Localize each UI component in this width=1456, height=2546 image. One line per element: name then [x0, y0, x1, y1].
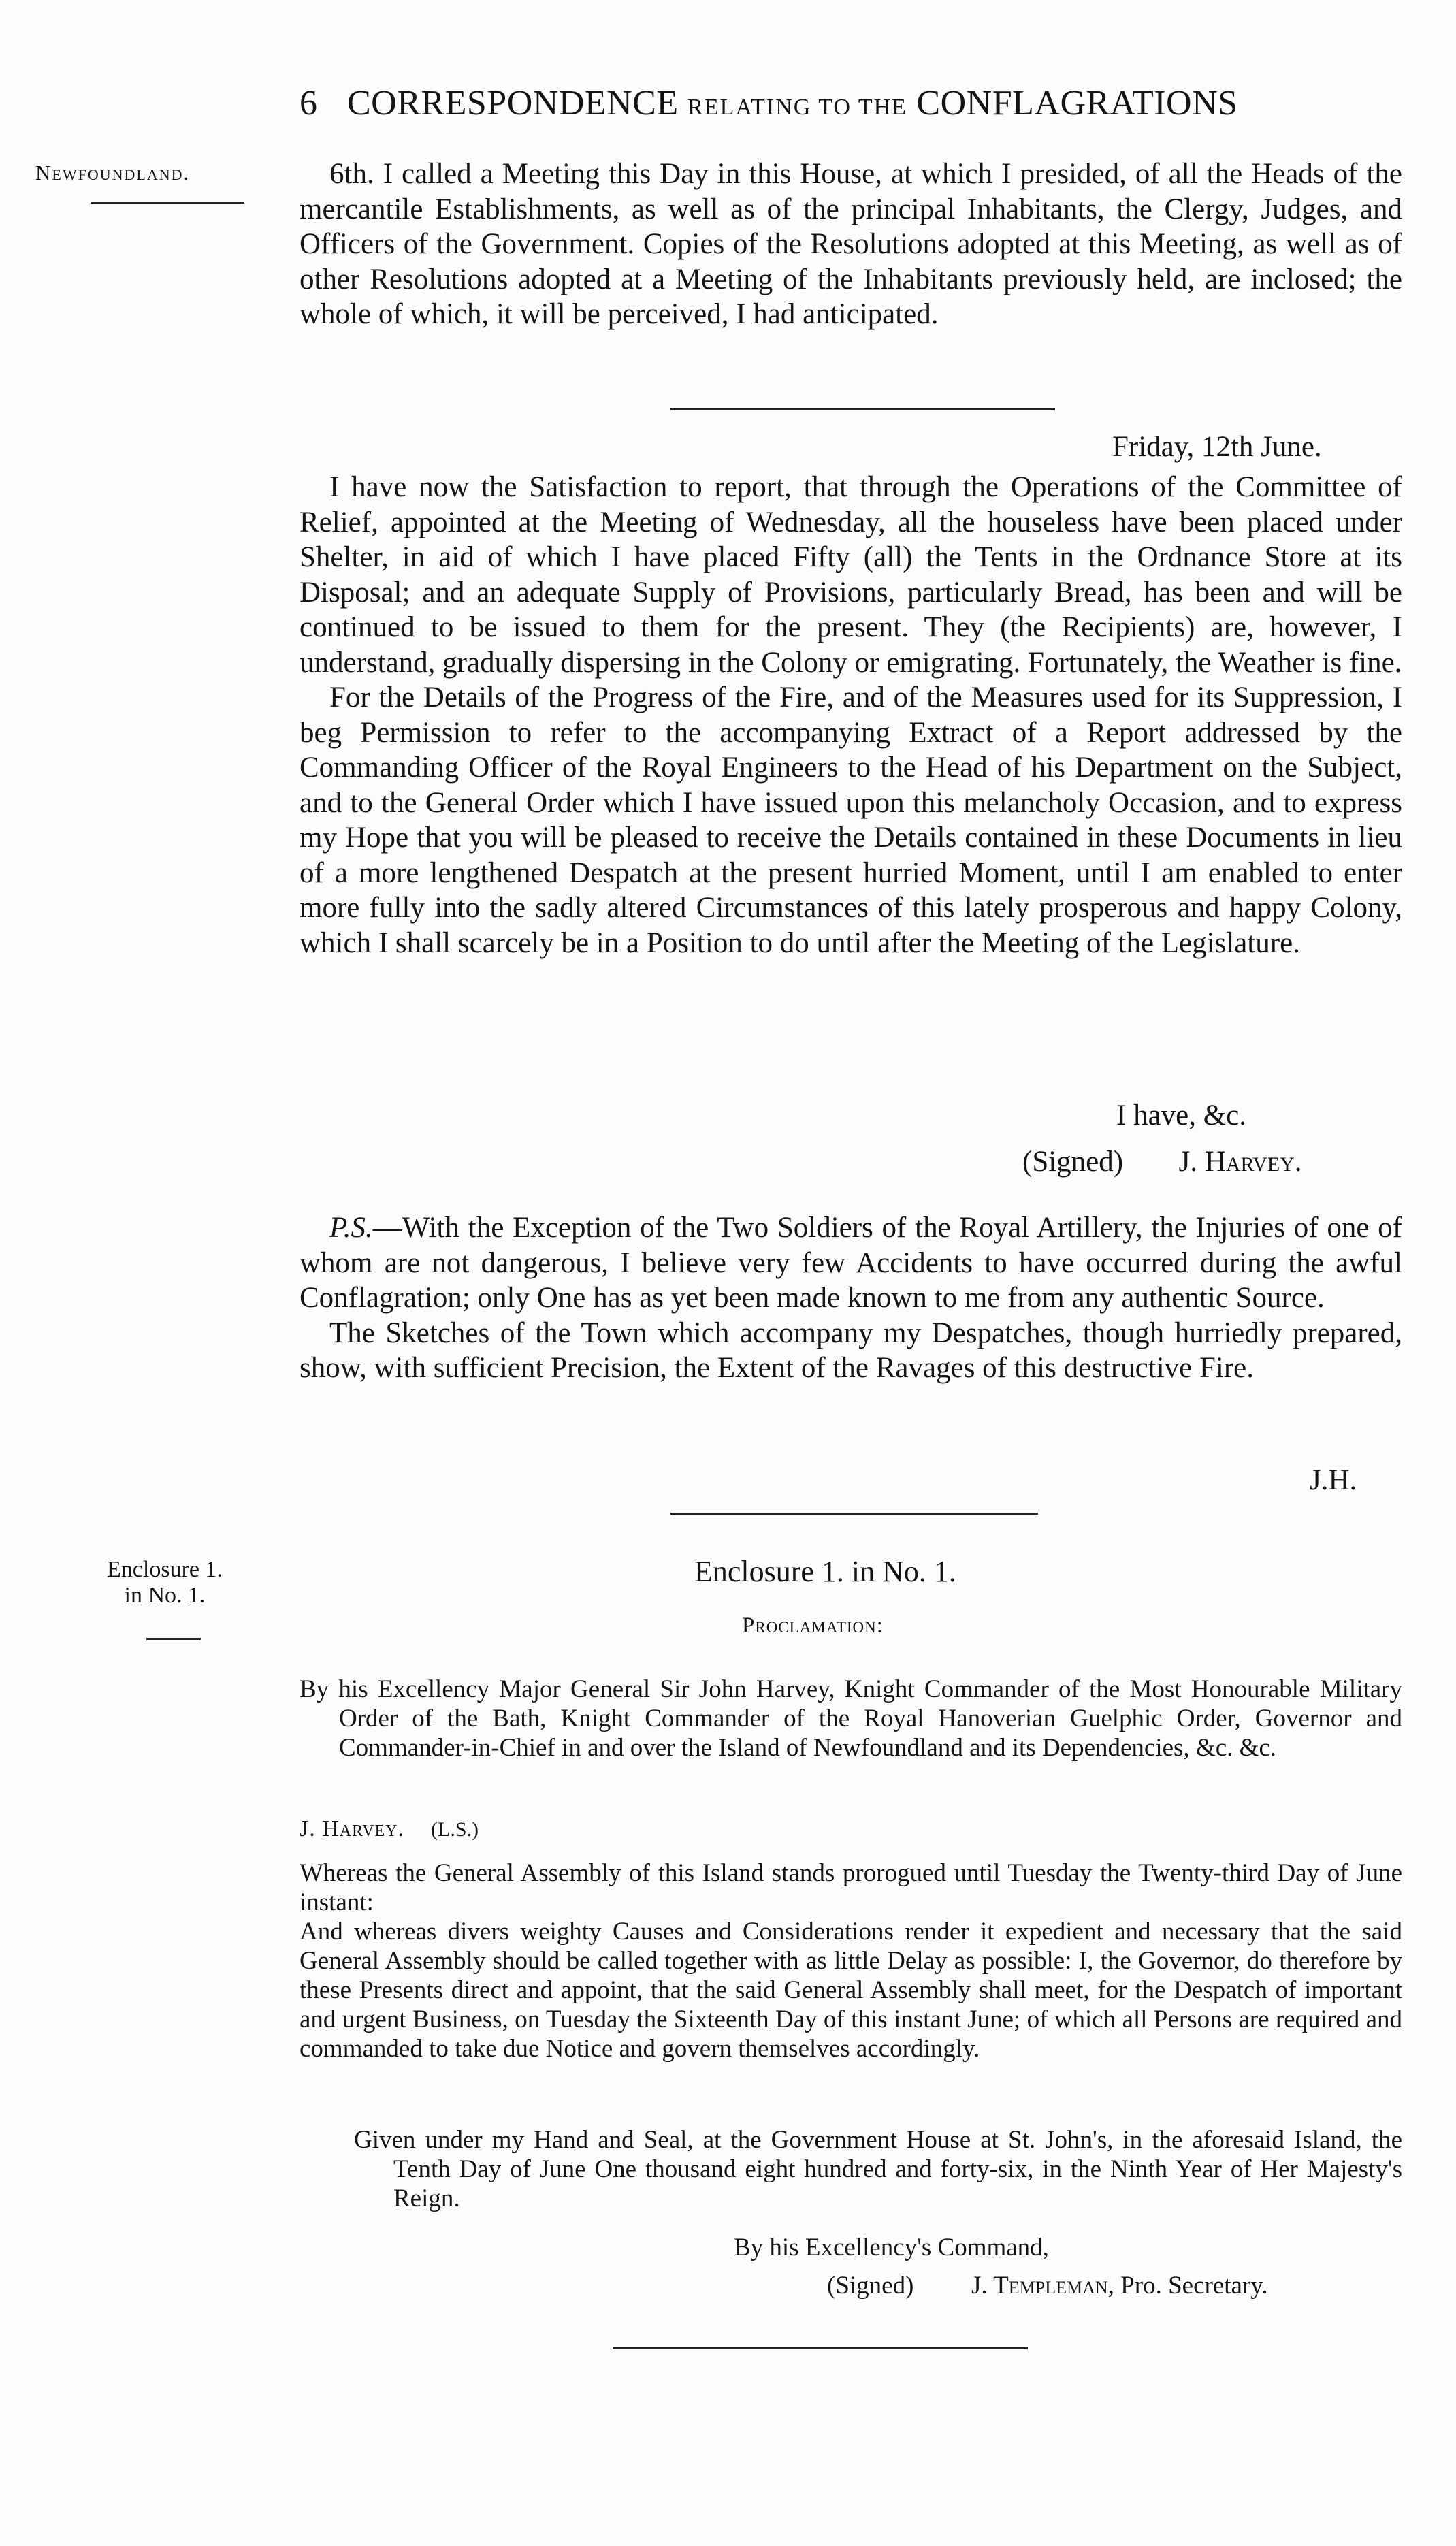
proclamation-preamble: [300, 1675, 1402, 1762]
postscript: [300, 1210, 1402, 1386]
closing-signed: [1022, 1145, 1302, 1178]
header-title-part1: CORRESPONDENCE: [347, 84, 679, 123]
ls-seal: (L.S.): [431, 1818, 479, 1841]
header-title-part2: CONFLAGRATIONS: [916, 84, 1238, 123]
end-divider: [613, 2347, 1028, 2349]
ps-text: —With the Exception of the Two Soldiers of the Royal Artillery, the Injuries of one of whom are not dangerous, I believe very few Accidents to have occurred during the awful Conflagration; only One has as yet been made known to me from any authentic Source.: [300, 1212, 1402, 1314]
paragraph-sketches: The Sketches of the Town which accompany my Despatches, though hurriedly prepared, show, with sufficient Precision, the Extent of the Ravages of this destructive Fire.: [300, 1317, 1402, 1384]
secretary-signature: [827, 2271, 1268, 2300]
margin-rule: [146, 1638, 201, 1640]
proclamation-body: [300, 1858, 1402, 2063]
by-command: By his Excellency's Command,: [734, 2234, 1049, 2261]
paragraph-details: For the Details of the Progress of the Fire, and of the Measures used for its Suppression, I beg Permission to refer to the accompanying Extract of a Report addressed by the Commanding Officer of the Royal Engineers to the Head of his Department on the Subject, and to the General Order which I have issued upon this melancholy Occasion, and to express my Hope that you will be pleased to receive the Details contained in these Documents in lieu of a more lengthened Despatch at the present hurried Moment, until I am enabled to enter more fully into the sadly altered Circumstances of this lately prosperous and happy Colony, which I shall scarcely be in a Position to do until after the Meeting of the Legislature.: [300, 681, 1402, 959]
header-title-small: RELATING TO THE: [687, 95, 907, 120]
proclamation-heading: Proclamation:: [742, 1613, 884, 1638]
ls-name: J. Harvey.: [300, 1816, 405, 1841]
date-line: Friday, 12th June.: [1112, 431, 1322, 463]
section-divider: [670, 408, 1055, 410]
signatory-name: J. Harvey.: [1178, 1146, 1302, 1178]
seal-line: [300, 1816, 479, 1842]
running-header: [300, 83, 1238, 123]
page-number: 6: [300, 84, 318, 123]
friday-report: [300, 470, 1402, 961]
paragraph-relief: I have now the Satisfaction to report, that through the Operations of the Committee of Relief, appointed at the Meeting of Wednesday, all the houseless have been placed under Shelter, in aid of which I have placed Fifty (all) the Tents in the Ordnance Store at its Disposal; and an adequate Supply of Provisions, particularly Bread, has been and will be continued to be issued to them for the present. They (the Recipients) are, however, I understand, gradually dispersing in the Colony or emigrating. Fortunately, the Weather is fine.: [300, 471, 1402, 679]
secretary-signed: (Signed): [827, 2272, 914, 2300]
by-his-excellency: By his Excellency Major General Sir John Harvey, Knight Commander of the Most Honourable Military Order of the Bath, Knight Commander of the Royal Hanoverian Guelphic Order, Governor and Commander-in-Chief in and over the Island of Newfoundland and its Dependencies, &c. &c.: [300, 1675, 1402, 1762]
closing-i-have: I have, &c.: [1116, 1099, 1247, 1131]
and-whereas: And whereas divers weighty Causes and Considerations render it expedient and necessary that the said General Assembly should be called together with as little Delay as possible: I, the Governor, do therefore by these Presents direct and appoint, that the said General Assembly shall meet, for the Despatch of important and urgent Business, on Tuesday the Sixteenth Day of this instant June; of which all Persons are required and commanded to take due Notice and govern themselves accordingly.: [300, 1918, 1402, 2063]
paragraph-6th: 6th. I called a Meeting this Day in this House, at which I presided, of all the Heads of the mercantile Establishments, as well as of the principal Inhabitants, the Clergy, Judges, and Officers of the Government. Copies of the Resolutions adopted at this Meeting, as well as of other Resolutions adopted at a Meeting of the Inhabitants previously held, are inclosed; the whole of which, it will be perceived, I had anticipated.: [300, 158, 1402, 330]
secretary-title: Pro. Secretary.: [1120, 2272, 1268, 2300]
margin-enclosure-note: Enclosure 1. in No. 1.: [107, 1557, 223, 1608]
signed-label: (Signed): [1022, 1146, 1124, 1178]
whereas: Whereas the General Assembly of this Island stands prorogued until Tuesday the Twenty-third Day of June instant:: [300, 1859, 1402, 1916]
secretary-name: J. Templeman,: [971, 2272, 1114, 2300]
given-under: Given under my Hand and Seal, at the Government House at St. John's, in the aforesaid Island, the Tenth Day of June One thousand eight hundred and forty-six, in the Ninth Year of Her Majesty's Reign.: [354, 2126, 1402, 2212]
initials: J.H.: [1310, 1464, 1357, 1496]
margin-rule: [91, 202, 244, 204]
enclosure-title: Enclosure 1. in No. 1.: [694, 1555, 956, 1588]
section-divider: [670, 1513, 1038, 1515]
margin-newfoundland: Newfoundland.: [35, 161, 191, 184]
ps-label: P.S.: [329, 1212, 373, 1244]
